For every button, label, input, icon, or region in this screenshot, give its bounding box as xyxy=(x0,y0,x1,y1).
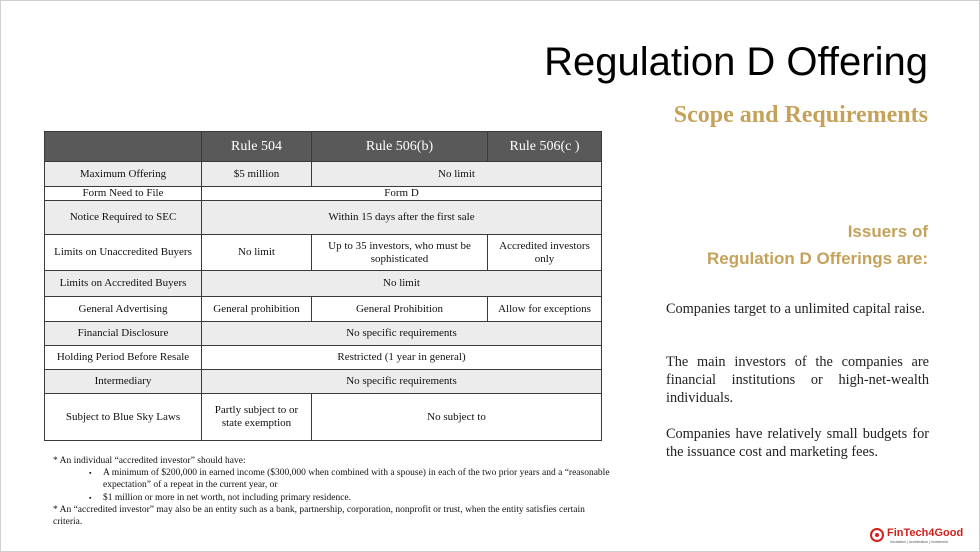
table-cell: Partly subject to or state exemption xyxy=(202,394,312,441)
footnote-individual: * An individual “accredited investor” should have: xyxy=(53,456,246,466)
table-cell: Allow for exceptions xyxy=(488,297,602,322)
table-cell: No specific requirements xyxy=(202,370,602,394)
table-header-corner xyxy=(45,132,202,162)
table-row xyxy=(45,346,602,370)
table-cell: No subject to xyxy=(312,394,602,441)
footnotes xyxy=(53,455,613,528)
table-cell: General Prohibition xyxy=(312,297,488,322)
row-label: Subject to Blue Sky Laws xyxy=(45,394,202,441)
logo-tagline: Incubation | Acceleration | Investment xyxy=(890,540,949,544)
table-row xyxy=(45,271,602,297)
table-cell: No limit xyxy=(202,235,312,271)
table-cell: General prohibition xyxy=(202,297,312,322)
issuer-paragraph: Companies target to a unlimited capital raise. xyxy=(666,301,925,317)
table-cell: Restricted (1 year in general) xyxy=(202,346,602,370)
logo-mark-icon xyxy=(870,528,884,542)
slide-title: Regulation D Offering xyxy=(544,40,928,84)
fintech4good-logo xyxy=(870,527,974,545)
table-row xyxy=(45,322,602,346)
table-cell: $5 million xyxy=(202,162,312,187)
issuer-paragraph: Companies have relatively small budgets for the issuance cost and marketing fees. xyxy=(666,426,929,460)
footnote-bullet-text: $1 million or more in net worth, not including primary residence. xyxy=(103,492,352,503)
table-cell: No limit xyxy=(202,271,602,297)
table-header-rule-504: Rule 504 xyxy=(202,132,312,162)
table-cell: Up to 35 investors, who must be sophisticated xyxy=(312,235,488,271)
row-label: Financial Disclosure xyxy=(45,322,202,346)
footnote-entity: * An “accredited investor” may also be an entity such as a bank, partnership, corporation, nonprofit or trust, when the entity satisfies certain criteria. xyxy=(53,504,585,528)
row-label: Limits on Unaccredited Buyers xyxy=(45,235,202,271)
row-label: Form Need to File xyxy=(45,187,202,201)
row-label: Intermediary xyxy=(45,370,202,394)
table-header-row xyxy=(45,132,602,162)
table-row xyxy=(45,235,602,271)
regulation-d-table xyxy=(44,131,602,441)
table-cell: Accredited investors only xyxy=(488,235,602,271)
table-row xyxy=(45,370,602,394)
issuer-paragraph: The main investors of the companies are financial institutions or high-net-wealth individuals. xyxy=(666,354,929,406)
issuers-heading xyxy=(707,218,928,272)
table-cell: Within 15 days after the first sale xyxy=(202,201,602,235)
footnote-bullet xyxy=(53,467,613,491)
slide-subtitle: Scope and Requirements xyxy=(673,102,928,128)
table-row xyxy=(45,201,602,235)
table-row xyxy=(45,187,602,201)
bullet-icon: ▪ xyxy=(89,469,92,478)
logo-name: FinTech4Good xyxy=(887,527,964,539)
bullet-icon: ▪ xyxy=(89,493,92,502)
table-row xyxy=(45,394,602,441)
table-row xyxy=(45,297,602,322)
footnote-bullet xyxy=(53,492,613,504)
row-label: Notice Required to SEC xyxy=(45,201,202,235)
table-header-rule-506b: Rule 506(b) xyxy=(312,132,488,162)
table-row xyxy=(45,162,602,187)
issuers-heading-line1: Issuers of xyxy=(847,222,928,241)
table-header-rule-506c: Rule 506(c ) xyxy=(488,132,602,162)
row-label: Holding Period Before Resale xyxy=(45,346,202,370)
footnote-bullet-text: A minimum of $200,000 in earned income ($300,000 when combined with a spouse) in each of the two prior years and a “reasonable expectation” of a repeat in the current year, or xyxy=(103,468,610,491)
row-label: Limits on Accredited Buyers xyxy=(45,271,202,297)
table-cell: Form D xyxy=(202,187,602,201)
row-label: General Advertising xyxy=(45,297,202,322)
row-label: Maximum Offering xyxy=(45,162,202,187)
issuers-heading-line2: Regulation D Offerings are: xyxy=(706,249,928,268)
table-cell: No specific requirements xyxy=(202,322,602,346)
table-cell: No limit xyxy=(312,162,602,187)
